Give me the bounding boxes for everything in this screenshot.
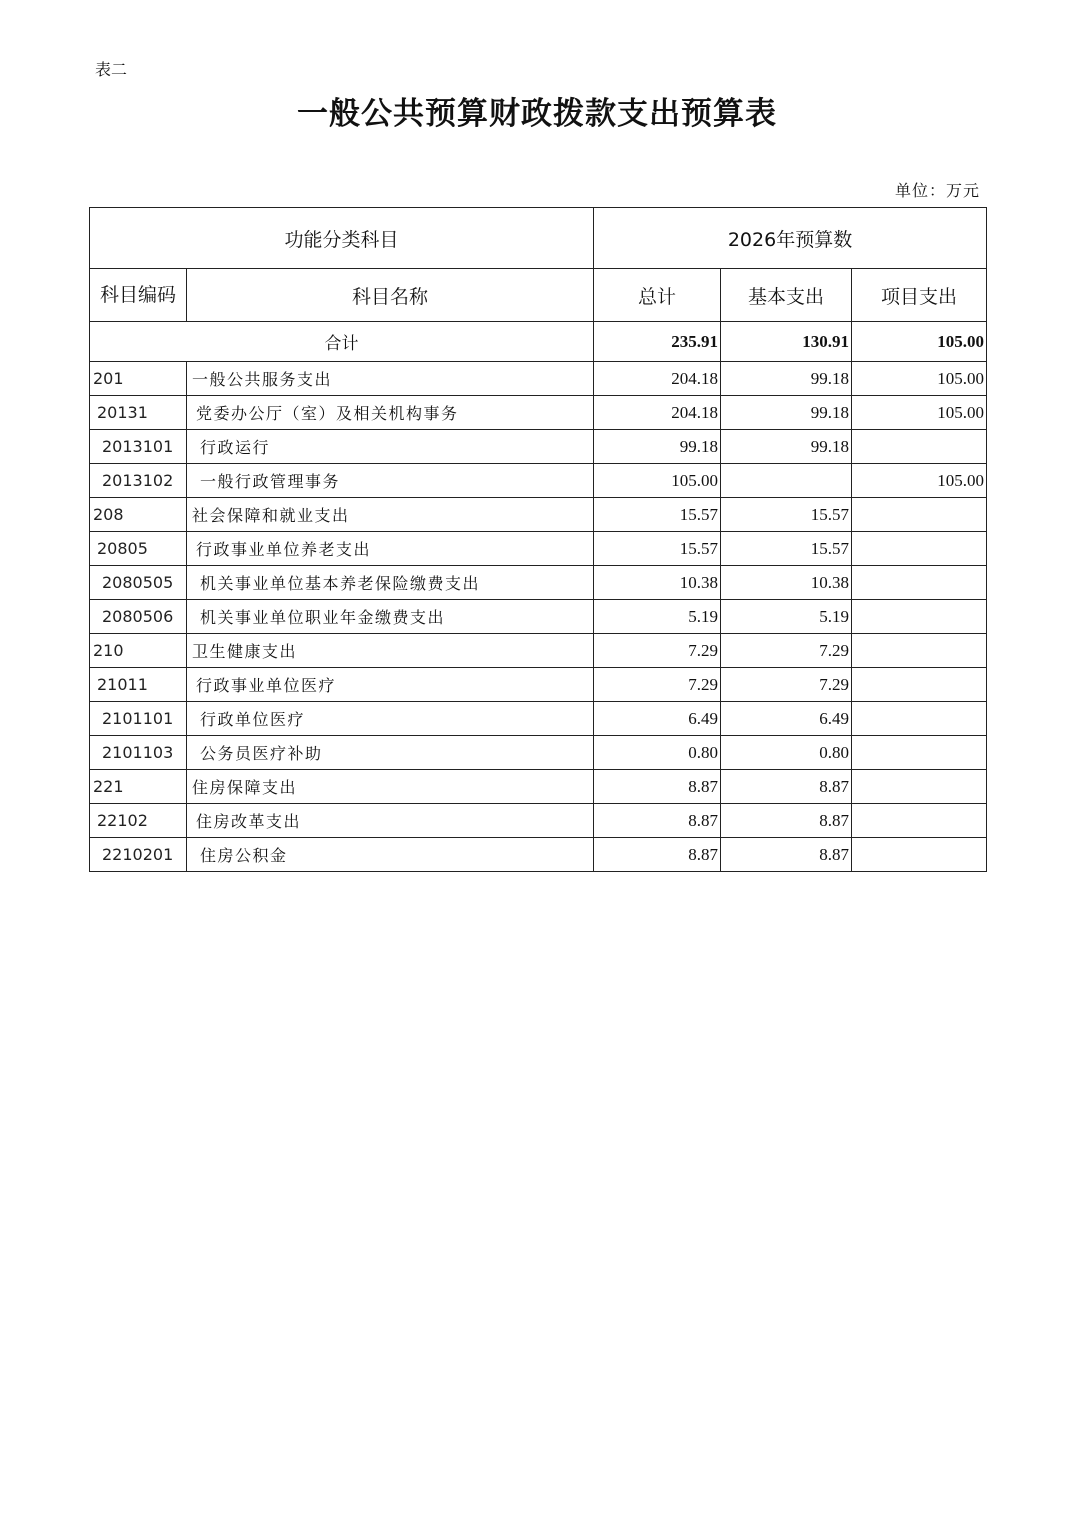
table-row	[90, 532, 987, 566]
row-name: 公务员医疗补助	[187, 736, 594, 770]
row-basic: 8.87	[721, 770, 852, 804]
row-code: 22102	[90, 804, 187, 838]
budget-table	[89, 207, 987, 872]
header-project: 项目支出	[852, 269, 987, 322]
row-basic: 5.19	[721, 600, 852, 634]
header-name: 科目名称	[187, 269, 594, 322]
row-code: 2101103	[90, 736, 187, 770]
row-total: 8.87	[594, 770, 721, 804]
row-name: 机关事业单位职业年金缴费支出	[187, 600, 594, 634]
unit-label: 单位：万元	[894, 181, 980, 200]
row-total: 204.18	[594, 362, 721, 396]
row-name: 行政事业单位医疗	[187, 668, 594, 702]
row-code: 201	[90, 362, 187, 396]
row-total: 0.80	[594, 736, 721, 770]
row-code: 2013101	[90, 430, 187, 464]
row-project	[852, 668, 987, 702]
table-row	[90, 600, 987, 634]
table-row	[90, 362, 987, 396]
row-project	[852, 532, 987, 566]
row-name: 党委办公厅（室）及相关机构事务	[187, 396, 594, 430]
table-row	[90, 430, 987, 464]
row-code: 2080506	[90, 600, 187, 634]
budget-table-body	[90, 208, 987, 872]
header-row-top	[90, 208, 987, 269]
header-functional-category: 功能分类科目	[90, 208, 594, 269]
row-project	[852, 804, 987, 838]
header-budget-year: 2026年预算数	[594, 208, 987, 269]
row-total: 5.19	[594, 600, 721, 634]
table-row	[90, 498, 987, 532]
header-row-sub	[90, 269, 987, 322]
row-project	[852, 430, 987, 464]
row-project	[852, 736, 987, 770]
row-total: 6.49	[594, 702, 721, 736]
row-name: 行政事业单位养老支出	[187, 532, 594, 566]
row-project	[852, 770, 987, 804]
row-project	[852, 634, 987, 668]
table-row	[90, 804, 987, 838]
row-basic: 0.80	[721, 736, 852, 770]
row-name: 一般行政管理事务	[187, 464, 594, 498]
row-total: 10.38	[594, 566, 721, 600]
table-row	[90, 770, 987, 804]
row-basic: 99.18	[721, 396, 852, 430]
row-total: 99.18	[594, 430, 721, 464]
row-basic: 15.57	[721, 532, 852, 566]
row-project	[852, 566, 987, 600]
table-row	[90, 566, 987, 600]
table-row	[90, 634, 987, 668]
table-row	[90, 702, 987, 736]
header-basic: 基本支出	[721, 269, 852, 322]
table-row	[90, 668, 987, 702]
page-title: 一般公共预算财政拨款支出预算表	[297, 96, 777, 132]
row-basic	[721, 464, 852, 498]
total-basic: 130.91	[721, 322, 852, 362]
row-code: 2210201	[90, 838, 187, 872]
row-code: 210	[90, 634, 187, 668]
row-code: 20805	[90, 532, 187, 566]
row-project	[852, 702, 987, 736]
row-name: 住房公积金	[187, 838, 594, 872]
row-name: 卫生健康支出	[187, 634, 594, 668]
total-project: 105.00	[852, 322, 987, 362]
row-total: 7.29	[594, 634, 721, 668]
row-total: 8.87	[594, 804, 721, 838]
row-code: 208	[90, 498, 187, 532]
row-code: 2013102	[90, 464, 187, 498]
total-total: 235.91	[594, 322, 721, 362]
page-label: 表二	[95, 60, 128, 79]
row-total: 204.18	[594, 396, 721, 430]
row-basic: 99.18	[721, 362, 852, 396]
row-total: 7.29	[594, 668, 721, 702]
row-code: 2101101	[90, 702, 187, 736]
row-project	[852, 600, 987, 634]
row-name: 社会保障和就业支出	[187, 498, 594, 532]
row-code: 2080505	[90, 566, 187, 600]
row-project: 105.00	[852, 464, 987, 498]
row-code: 20131	[90, 396, 187, 430]
row-basic: 7.29	[721, 668, 852, 702]
row-basic: 7.29	[721, 634, 852, 668]
table-row	[90, 838, 987, 872]
row-basic: 99.18	[721, 430, 852, 464]
header-total: 总计	[594, 269, 721, 322]
row-code: 21011	[90, 668, 187, 702]
row-basic: 15.57	[721, 498, 852, 532]
row-project: 105.00	[852, 396, 987, 430]
total-label: 合计	[90, 322, 594, 362]
row-basic: 8.87	[721, 838, 852, 872]
row-code: 221	[90, 770, 187, 804]
table-row	[90, 464, 987, 498]
row-total: 15.57	[594, 532, 721, 566]
row-name: 一般公共服务支出	[187, 362, 594, 396]
row-project: 105.00	[852, 362, 987, 396]
row-name: 行政单位医疗	[187, 702, 594, 736]
row-project	[852, 838, 987, 872]
row-name: 住房改革支出	[187, 804, 594, 838]
row-total: 15.57	[594, 498, 721, 532]
row-name: 住房保障支出	[187, 770, 594, 804]
row-name: 机关事业单位基本养老保险缴费支出	[187, 566, 594, 600]
row-project	[852, 498, 987, 532]
header-code: 科目编码	[90, 269, 187, 322]
table-row	[90, 396, 987, 430]
row-name: 行政运行	[187, 430, 594, 464]
row-basic: 10.38	[721, 566, 852, 600]
row-basic: 6.49	[721, 702, 852, 736]
row-basic: 8.87	[721, 804, 852, 838]
row-total: 105.00	[594, 464, 721, 498]
row-total: 8.87	[594, 838, 721, 872]
total-row	[90, 322, 987, 362]
table-row	[90, 736, 987, 770]
